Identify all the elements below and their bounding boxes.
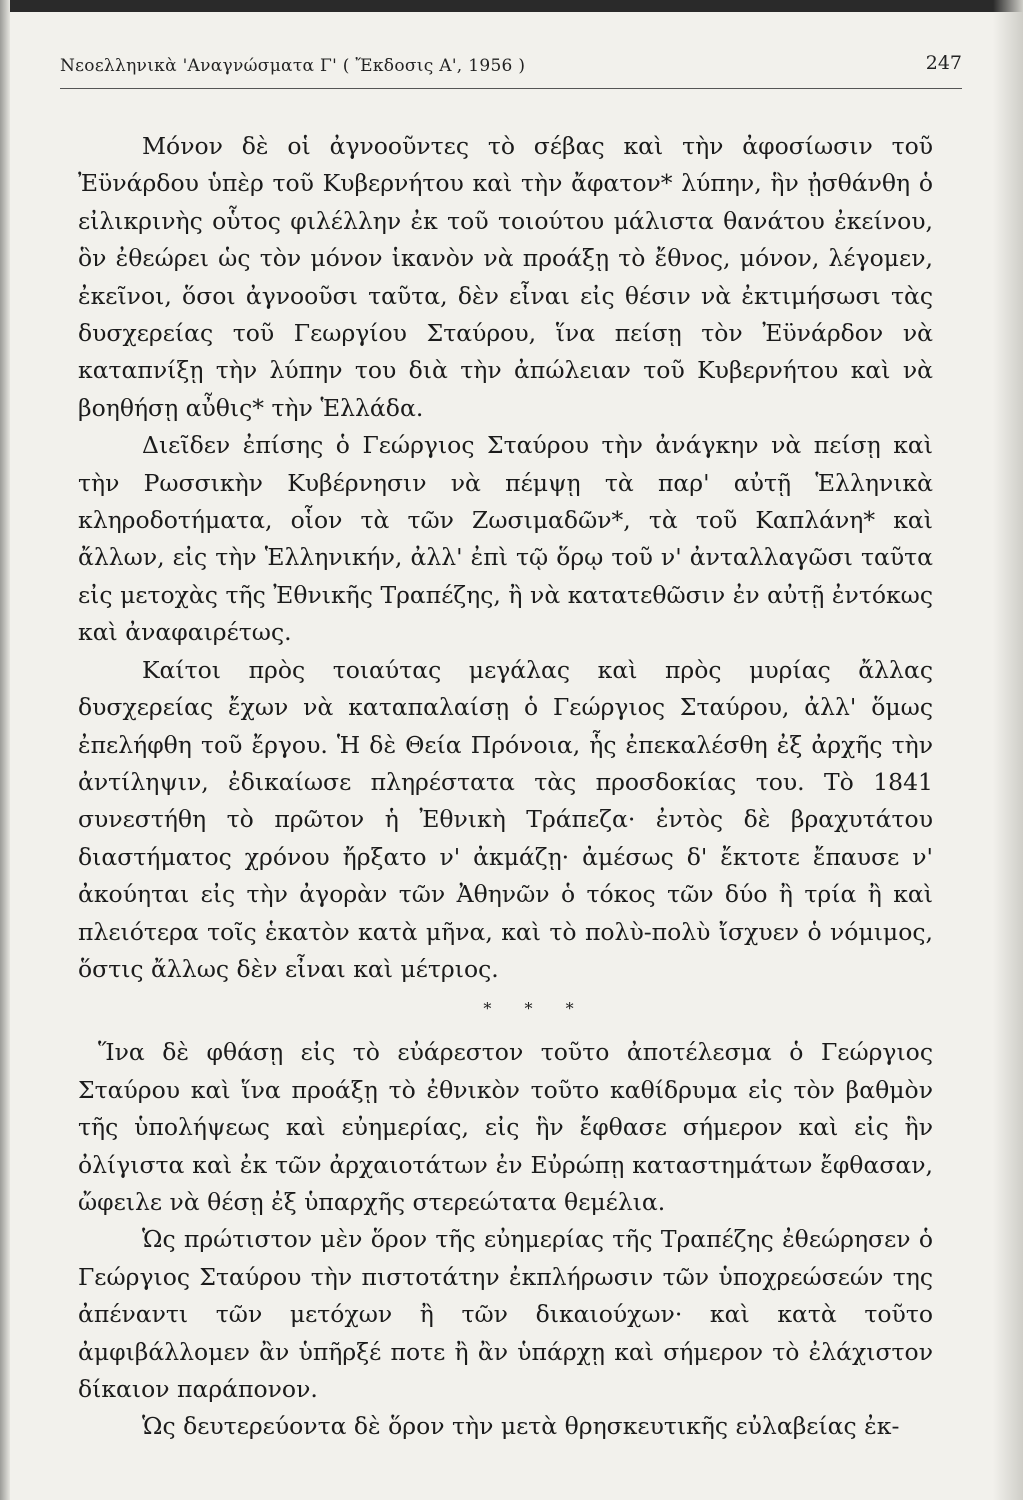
paragraph: Ὡς πρώτιστον μὲν ὅρον τῆς εὐημερίας τῆς Τραπέζης ἐθεώρησεν ὁ Γεώργιος Σταύρου τὴν πιστοτάτην ἐκπλήρωσιν τῶν ὑποχρεώσεών της ἀπέναντι τῶν μετόχων ἢ τῶν δικαιούχων· καὶ κατὰ τοῦτο ἀμφιβάλλομεν ἂν ὑπῆρξέ ποτε ἢ ἂν ὑπάρχῃ καὶ σήμερον τὸ ἐλάχιστον δίκαιον παράπονον. — [78, 1225, 933, 1403]
paragraph: Ὡς δευτερεύοντα δὲ ὅρον τὴν μετὰ θρησκευτικῆς εὐλαβείας ἐκ- — [142, 1412, 900, 1441]
paragraph: Μόνον δὲ οἱ ἀγνοοῦντες τὸ σέβας καὶ τὴν ἀφοσίωσιν τοῦ Ἐϋνάρδου ὑπὲρ τοῦ Κυβερνήτου καὶ τὴν ἄφατον* λύπην, ἣν ᾐσθάνθη ὁ εἰλικρινὴς οὗτος φιλέλλην ἐκ τοῦ τοιούτου μάλιστα θανάτου ἐκείνου, ὃν ἐθεώρει ὡς τὸν μόνον ἱκανὸν νὰ προάξῃ τὸ ἔθνος, μόνον, λέγομεν, ἐκεῖνοι, ὅσοι ἀγνοοῦσι ταῦτα, δὲν εἶναι εἰς θέσιν νὰ ἐκτιμήσωσι τὰς δυσχερείας τοῦ Γεωργίου Σταύρου, ἵνα πείσῃ τὸν Ἐϋνάρδον νὰ καταπνίξῃ τὴν λύπην του διὰ τὴν ἀπώλειαν τοῦ Κυβερνήτου καὶ νὰ βοηθήσῃ αὖθις* τὴν Ἑλλάδα. — [78, 132, 933, 422]
scan-left-edge — [0, 0, 10, 1500]
paragraph: Καίτοι πρὸς τοιαύτας μεγάλας καὶ πρὸς μυρίας ἄλλας δυσχερείας ἔχων νὰ καταπαλαίσῃ ὁ Γεώργιος Σταύρου, ἀλλ' ὅμως ἐπελήφθη τοῦ ἔργου. Ἡ δὲ Θεία Πρόνοια, ἧς ἐπεκαλέσθη ἐξ ἀρχῆς τὴν ἀντίληψιν, ἐδικαίωσε πληρέστατα τὰς προσδοκίας του. Τὸ 1841 συνεστήθη τὸ πρῶτον ἡ Ἐθνικὴ Τράπεζα· ἐντὸς δὲ βραχυτάτου διαστήματος χρόνου ἤρξατο ν' ἀκμάζῃ· ἀμέσως δ' ἔκτοτε ἔπαυσε ν' ἀκούηται εἰς τὴν ἀγορὰν τῶν Ἀθηνῶν ὁ τόκος τῶν δύο ἢ τρία ἢ καὶ πλειότερα τοῖς ἑκατὸν κατὰ μῆνα, καὶ τὸ πολὺ-πολὺ ἴσχυεν ὁ νόμιμος, ὅστις ἄλλως δὲν εἶναι καὶ μέτριος. — [78, 655, 933, 983]
running-title: Νεοελληνικὰ 'Αναγνώσματα Γ' ( Ἔκδοσις Α', 1956 ) — [60, 56, 526, 76]
page-number: 247 — [925, 52, 962, 74]
paragraph: Διεῖδεν ἐπίσης ὁ Γεώργιος Σταύρου τὴν ἀνάγκην νὰ πείσῃ καὶ τὴν Ρωσσικὴν Κυβέρνησιν νὰ πέμψῃ τὰ παρ' αὐτῇ Ἑλληνικὰ κληροδοτήματα, οἷον τὰ τῶν Ζωσιμαδῶν*, τὰ τοῦ Καπλάνη* καὶ ἄλλων, εἰς τὴν Ἑλληνικήν, ἀλλ' ἐπὶ τῷ ὅρῳ τοῦ ν' ἀνταλλαγῶσι ταῦτα εἰς μετοχὰς τῆς Ἐθνικῆς Τραπέζης, ἢ νὰ κατατεθῶσιν ἐν αὐτῇ ἐντόκως καὶ ἀναφαιρέτως. — [78, 431, 933, 647]
paragraph: Ἵνα δὲ φθάσῃ εἰς τὸ εὐάρεστον τοῦτο ἀποτέλεσμα ὁ Γεώργιος Σταύρου καὶ ἵνα προάξῃ τὸ ἐθνικὸν τοῦτο καθίδρυμα εἰς τὸν βαθμὸν τῆς ὑπολήψεως καὶ εὐημερίας, εἰς ἣν ἔφθασε σήμερον καὶ εἰς ἣν ὀλίγιστα καὶ ἐκ τῶν ἀρχαιοτάτων ἐν Εὐρώπῃ καταστημάτων ἔφθασαν, ὤφειλε νὰ θέσῃ ἐξ ὑπαρχῆς στερεώτατα θεμέλια. — [78, 1038, 933, 1216]
page-header — [60, 52, 962, 92]
header-rule — [60, 88, 962, 89]
section-separator: * * * — [483, 999, 588, 1019]
page-body — [78, 128, 933, 1446]
scan-top-border — [0, 0, 1023, 12]
scan-right-shadow — [993, 0, 1023, 1500]
